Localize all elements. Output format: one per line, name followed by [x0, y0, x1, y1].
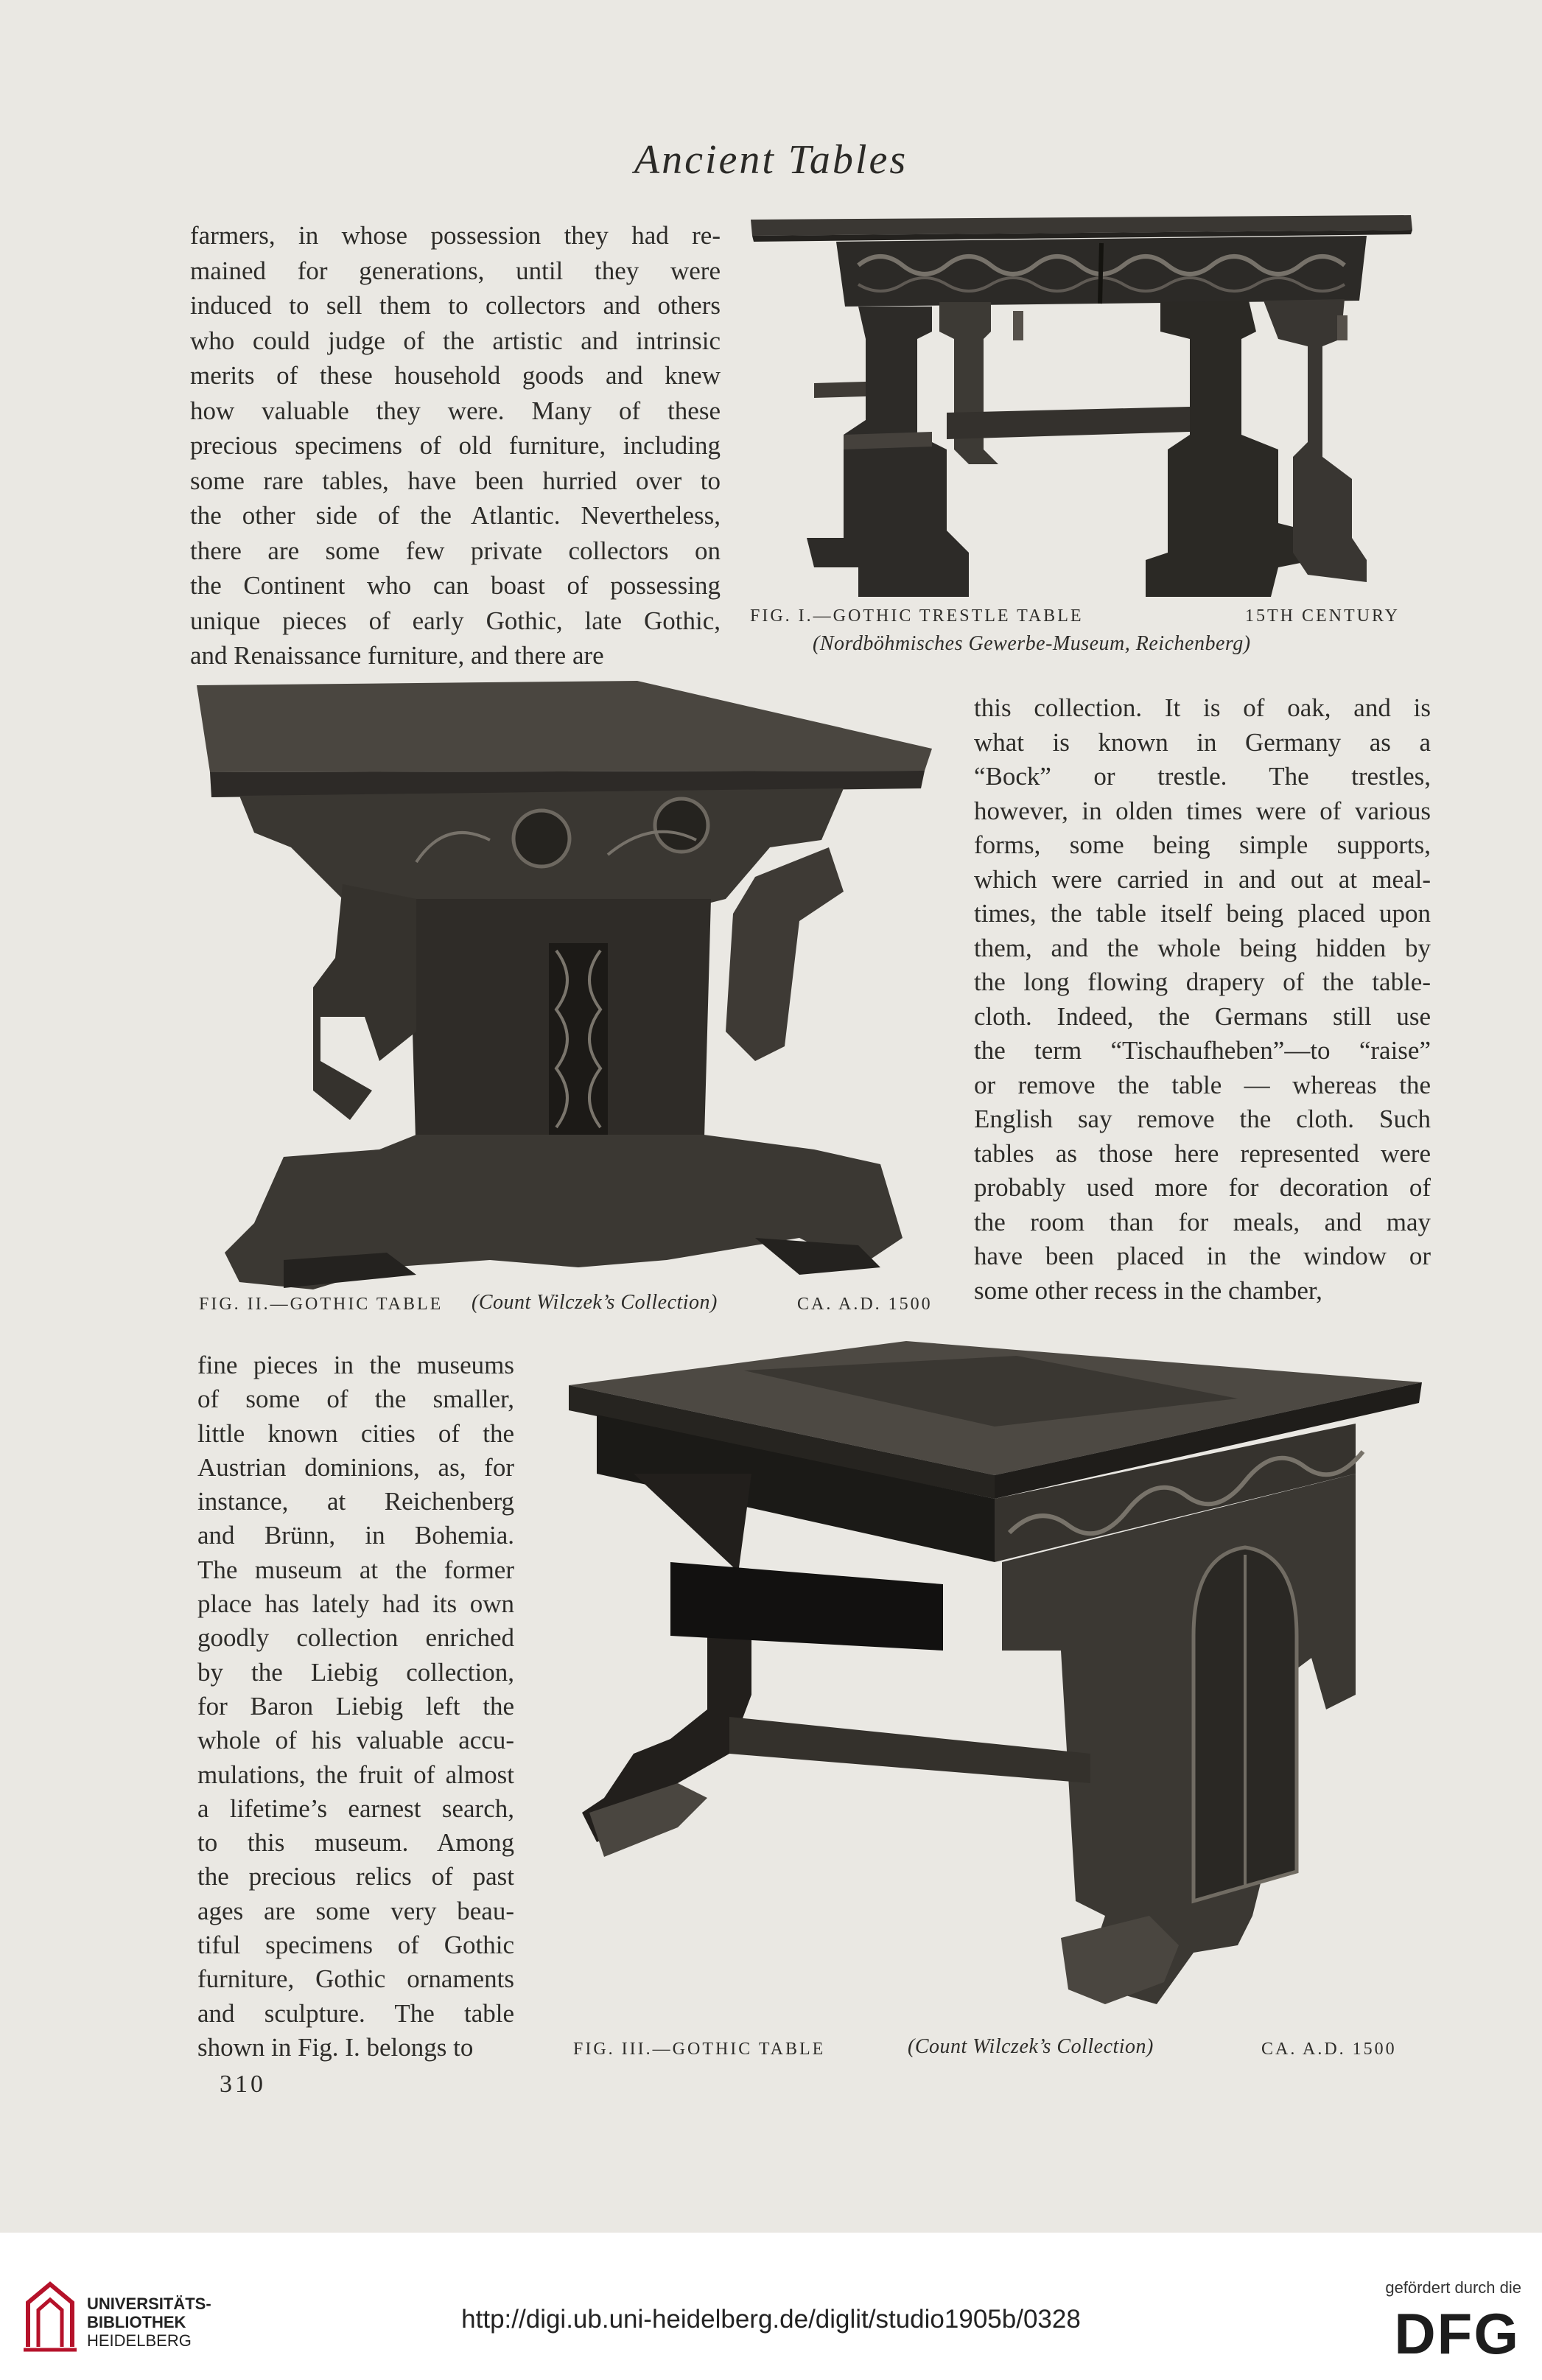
- dfg-logo: DFG: [1394, 2301, 1520, 2366]
- figure-2-credit: (Count Wilczek’s Collection): [472, 1291, 718, 1314]
- text-line: this collection. It is of oak, and is: [974, 693, 1431, 722]
- text-line: and Brünn, in Bohemia.: [197, 1521, 514, 1550]
- footer: [0, 2233, 1542, 2380]
- text-line: the precious relics of past: [197, 1862, 514, 1891]
- text-line: whole of his valuable accu-: [197, 1726, 514, 1755]
- text-line: have been placed in the window or: [974, 1242, 1431, 1270]
- text-line: times, the table itself being placed upon: [974, 899, 1431, 928]
- text-line: a lifetime’s earnest search,: [197, 1793, 514, 1823]
- figure-1-label: FIG. I.—GOTHIC TRESTLE TABLE: [750, 606, 1084, 626]
- text-line: instance, at Reichenberg: [197, 1487, 514, 1516]
- text-line: precious specimens of old furniture, including: [190, 431, 721, 460]
- figure-1-date: 15TH CENTURY: [1245, 606, 1400, 626]
- university-library-name: UNIVERSITÄTS- BIBLIOTHEK HEIDELBERG: [87, 2295, 211, 2350]
- text-line: what is known in Germany as a: [974, 727, 1431, 757]
- text-line: some rare tables, have been hurried over to: [190, 466, 721, 495]
- text-line: goodly collection enriched: [197, 1623, 514, 1653]
- figure-1-photo: [748, 214, 1415, 601]
- figure-3-date: CA. A.D. 1500: [1261, 2040, 1397, 2059]
- text-line: and sculpture. The table: [197, 1998, 514, 2028]
- funding-label: gefördert durch die: [1385, 2278, 1521, 2297]
- figure-2-caption: [199, 1295, 443, 1315]
- figure-3-label: FIG. III.—GOTHIC TABLE: [573, 2040, 826, 2059]
- figure-1-credit: (Nordböhmisches Gewerbe-Museum, Reichenberg): [813, 632, 1251, 655]
- text-line: tables as those here represented were: [974, 1138, 1431, 1168]
- text-line: little known cities of the: [197, 1418, 514, 1448]
- page-number: 310: [220, 2071, 266, 2098]
- text-line: probably used more for decoration of: [974, 1173, 1431, 1202]
- text-line: which were carried in and out at meal-: [974, 864, 1431, 894]
- text-line: induced to sell them to collectors and others: [190, 291, 721, 320]
- figure-3-caption: [573, 2040, 825, 2059]
- text-line: the Continent who can boast of possessing: [190, 571, 721, 600]
- figure-3-photo: [560, 1341, 1422, 2026]
- figure-2-date: CA. A.D. 1500: [797, 1295, 933, 1314]
- text-line: English say remove the cloth. Such: [974, 1105, 1431, 1133]
- running-head: Ancient Tables: [634, 137, 908, 183]
- figure-3-credit: (Count Wilczek’s Collection): [908, 2035, 1154, 2058]
- text-column-top-left: [190, 218, 721, 673]
- figure-2-photo: [195, 678, 939, 1289]
- text-line: the other side of the Atlantic. Nevertheless,: [190, 501, 721, 530]
- text-column-middle-right: [974, 691, 1431, 1308]
- text-line: The museum at the former: [197, 1555, 514, 1584]
- text-line: the room than for meals, and may: [974, 1207, 1431, 1236]
- text-line: furniture, Gothic ornaments: [197, 1964, 514, 1994]
- text-line: however, in olden times were of various: [974, 796, 1431, 825]
- text-line: “Bock” or trestle. The trestles,: [974, 762, 1431, 791]
- text-line: or remove the table — whereas the: [974, 1070, 1431, 1099]
- text-line: and Renaissance furniture, and there are: [190, 641, 604, 670]
- text-line: of some of the smaller,: [197, 1385, 514, 1414]
- text-line: forms, some being simple supports,: [974, 830, 1431, 859]
- text-column-bottom-left: [197, 1348, 514, 2065]
- text-line: place has lately had its own: [197, 1589, 514, 1619]
- text-line: fine pieces in the museums: [197, 1351, 514, 1379]
- text-line: shown in Fig. I. belongs to: [197, 2032, 474, 2062]
- text-line: by the Liebig collection,: [197, 1657, 514, 1687]
- figure-1-caption: [750, 606, 1084, 626]
- text-line: mulations, the fruit of almost: [197, 1760, 514, 1789]
- text-line: the long flowing drapery of the table-: [974, 967, 1431, 996]
- text-line: Austrian dominions, as, for: [197, 1452, 514, 1482]
- text-line: for Baron Liebig left the: [197, 1691, 514, 1721]
- text-line: merits of these household goods and knew: [190, 361, 721, 390]
- text-line: cloth. Indeed, the Germans still use: [974, 1001, 1431, 1031]
- text-line: who could judge of the artistic and intrinsic: [190, 326, 721, 355]
- text-line: to this museum. Among: [197, 1828, 514, 1858]
- text-line: mained for generations, until they were: [190, 256, 721, 285]
- text-line: how valuable they were. Many of these: [190, 396, 721, 425]
- text-line: there are some few private collectors on: [190, 536, 721, 565]
- figure-2-label: FIG. II.—GOTHIC TABLE: [199, 1295, 444, 1314]
- source-url-link[interactable]: http://digi.ub.uni-heidelberg.de/diglit/studio1905b/0328: [461, 2305, 1081, 2334]
- text-line: the term “Tischaufheben”—to “raise”: [974, 1036, 1431, 1065]
- text-line: some other recess in the chamber,: [974, 1275, 1322, 1305]
- text-line: unique pieces of early Gothic, late Gothic,: [190, 606, 721, 635]
- text-line: ages are some very beau-: [197, 1896, 514, 1925]
- text-line: them, and the whole being hidden by: [974, 933, 1431, 962]
- text-line: tiful specimens of Gothic: [197, 1931, 514, 1960]
- text-line: farmers, in whose possession they had re-: [190, 221, 721, 250]
